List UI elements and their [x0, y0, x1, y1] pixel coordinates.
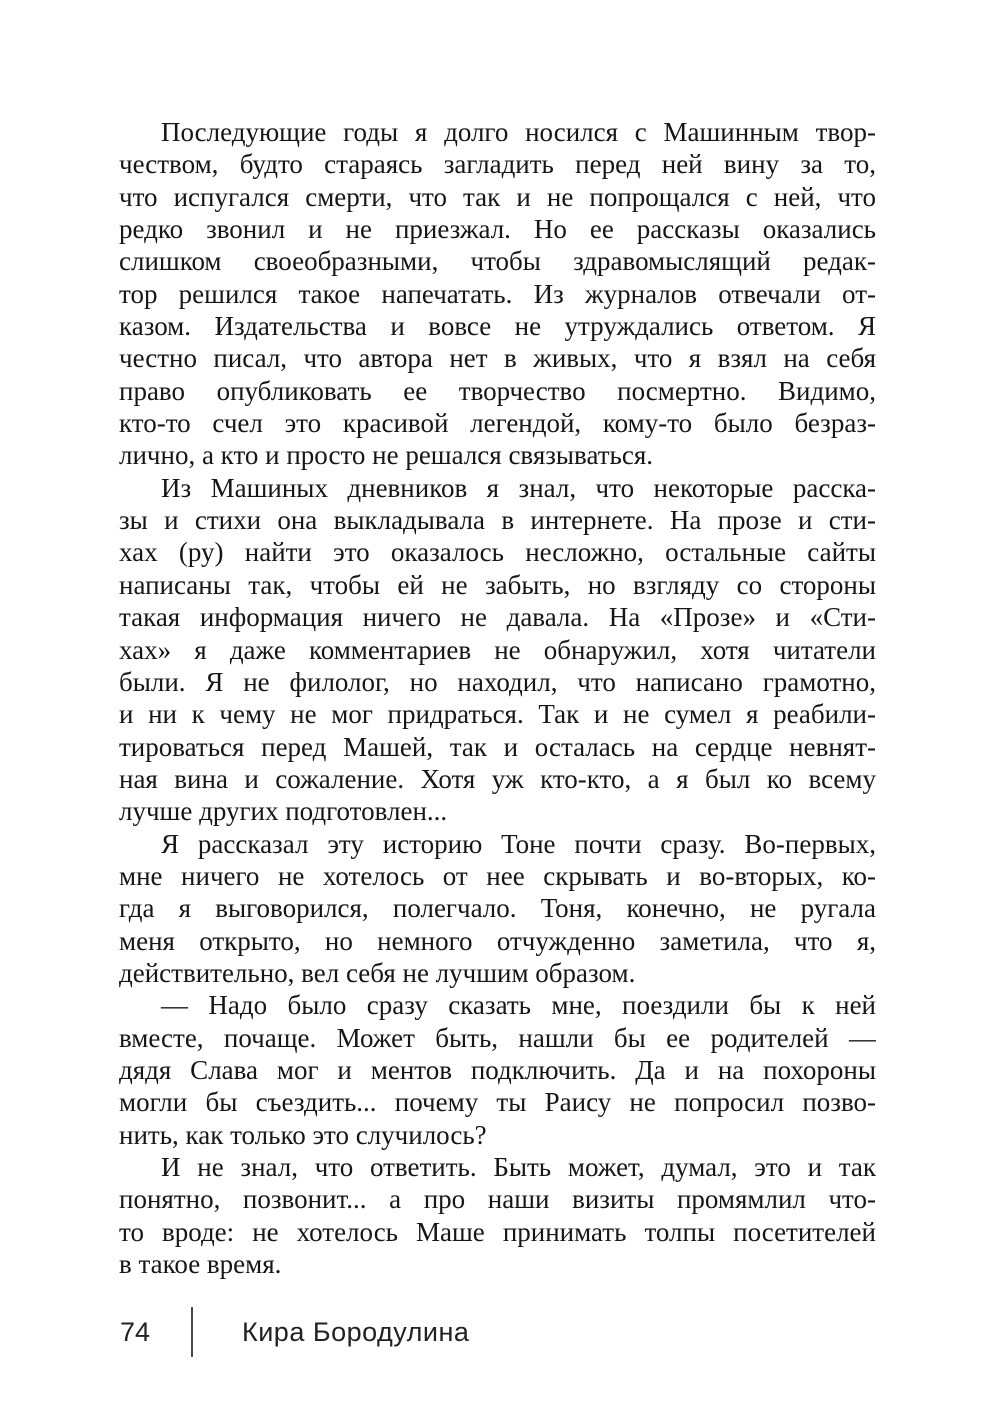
text-line: могли бы съездить... почему ты Раису не попросил позво-: [119, 1087, 876, 1118]
text-line: хах (ру) найти это оказалось несложно, остальные сайты: [119, 537, 876, 568]
text-line: казом. Издательства и вовсе не утруждались ответом. Я: [119, 311, 876, 342]
page-number: 74: [120, 1316, 151, 1347]
text-line: — Надо было сразу сказать мне, поездили бы к ней: [161, 990, 876, 1021]
text-line: Из Машиных дневников я знал, что некоторые расска-: [161, 472, 876, 503]
text-line: дядя Слава мог и ментов подключить. Да и на похороны: [119, 1054, 876, 1085]
text-line: хах» я даже комментариев не обнаружил, хотя читатели: [119, 634, 876, 665]
text-line: в такое время.: [119, 1249, 282, 1280]
text-line: действительно, вел себя не лучшим образом.: [119, 957, 636, 988]
paragraph: [119, 472, 876, 828]
paragraph: [119, 828, 876, 990]
text-line: нить, как только это случилось?: [119, 1119, 487, 1150]
author-name: Кира Бородулина: [242, 1316, 470, 1347]
text-line: лучше других подготовлен...: [119, 796, 448, 827]
text-line: ная вина и сожаление. Хотя уж кто-кто, а я был ко всему: [119, 763, 876, 794]
text-line: Я рассказал эту историю Тоне почти сразу. Во-первых,: [161, 828, 876, 859]
text-line: написаны так, чтобы ей не забыть, но взгляду со стороны: [119, 569, 876, 600]
text-line: такая информация ничего не давала. На «Прозе» и «Сти-: [119, 602, 876, 633]
page-footer: [120, 1307, 469, 1357]
text-line: Последующие годы я долго носился с Машинным твор-: [161, 117, 876, 147]
text-line: меня открыто, но немного отчужденно заметила, что я,: [119, 925, 876, 956]
paragraph: [119, 989, 876, 1151]
text-line: И не знал, что ответить. Быть может, думал, это и так: [161, 1152, 876, 1182]
text-line: кто-то счел это красивой легендой, кому-то было безраз-: [119, 408, 876, 439]
text-line: и ни к чему не мог придраться. Так и не сумел я реабили-: [119, 699, 876, 730]
text-line: тор решился такое напечатать. Из журналов отвечали от-: [119, 278, 876, 309]
footer-divider: [191, 1307, 193, 1357]
text-block: [119, 116, 876, 1280]
text-line: понятно, позвонит... а про наши визиты промямлил что-: [119, 1184, 876, 1215]
text-line: были. Я не филолог, но находил, что написано грамотно,: [119, 666, 876, 697]
text-line: редко звонил и не приезжал. Но ее рассказы оказались: [119, 214, 876, 245]
paragraph: [119, 1151, 876, 1280]
paragraph: [119, 116, 876, 472]
text-line: то вроде: не хотелось Маше принимать толпы посетителей: [119, 1216, 876, 1247]
text-line: тироваться перед Машей, так и осталась на сердце невнят-: [119, 731, 876, 762]
text-line: гда я выговорился, полегчало. Тоня, конечно, не ругала: [119, 893, 876, 924]
text-line: честно писал, что автора нет в живых, что я взял на себя: [119, 343, 876, 374]
text-line: что испугался смерти, что так и не попрощался с ней, что: [119, 181, 876, 212]
text-line: лично, а кто и просто не решался связываться.: [119, 440, 653, 471]
text-line: право опубликовать ее творчество посмертно. Видимо,: [119, 375, 876, 406]
text-line: вместе, почаще. Может быть, нашли бы ее родителей —: [119, 1022, 876, 1053]
text-line: зы и стихи она выкладывала в интернете. На прозе и сти-: [119, 505, 876, 536]
text-line: мне ничего не хотелось от нее скрывать и во-вторых, ко-: [119, 860, 876, 891]
text-line: чеством, будто стараясь загладить перед ней вину за то,: [119, 149, 876, 180]
text-line: слишком своеобразными, чтобы здравомыслящий редак-: [119, 246, 876, 277]
